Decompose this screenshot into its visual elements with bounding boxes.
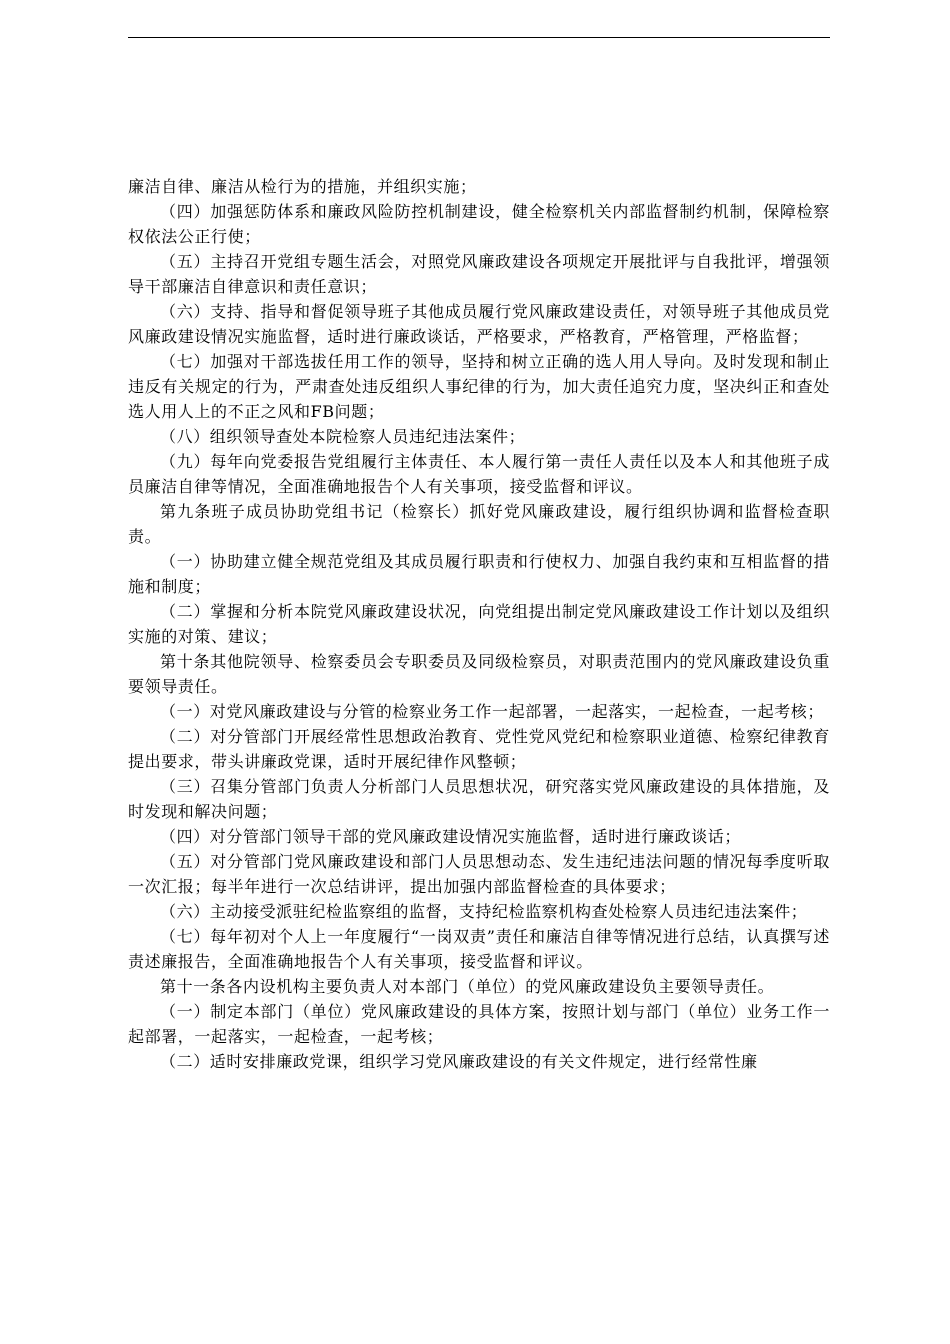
- paragraph: （四）对分管部门领导干部的党风廉政建设情况实施监督，适时进行廉政谈话；: [160, 827, 742, 846]
- paragraph: （一）对党风廉政建设与分管的检察业务工作一起部署，一起落实，一起检查，一起考核；: [160, 702, 825, 721]
- paragraph: （二）对分管部门开展经常性思想政治教育、党性党风党纪和检察职业道德、检察纪律教育提出要求，带头讲廉政党课，适时开展纪律作风整顿；: [128, 727, 830, 771]
- paragraph: （二）适时安排廉政党课，组织学习党风廉政建设的有关文件规定，进行经常性廉: [160, 1052, 758, 1071]
- paragraph: （三）召集分管部门负责人分析部门人员思想状况，研究落实党风廉政建设的具体措施，及时发现和解决问题；: [128, 777, 830, 821]
- paragraph: （七）每年初对个人上一年度履行“一岗双责”责任和廉洁自律等情况进行总结，认真撰写述责述廉报告，全面准确地报告个人有关事项，接受监督和评议。: [128, 927, 830, 971]
- paragraph: （七）加强对干部选拔任用工作的领导，坚持和树立正确的选人用人导向。及时发现和制止违反有关规定的行为，严肃查处违反组织人事纪律的行为，加大责任追究力度，坚决纠正和查处选人用人上的不正之风和FB问题；: [128, 352, 830, 421]
- article-nine-paragraph: 第九条班子成员协助党组书记（检察长）抓好党风廉政建设，履行组织协调和监督检查职责。: [128, 502, 830, 546]
- paragraph: （一）协助建立健全规范党组及其成员履行职责和行使权力、加强自我约束和互相监督的措施和制度；: [128, 552, 830, 596]
- paragraph: （八）组织领导查处本院检察人员违纪违法案件；: [160, 427, 526, 446]
- paragraph: （二）掌握和分析本院党风廉政建设状况，向党组提出制定党风廉政建设工作计划以及组织实施的对策、建议；: [128, 602, 830, 646]
- paragraph: （六）支持、指导和督促领导班子其他成员履行党风廉政建设责任，对领导班子其他成员党风廉政建设情况实施监督，适时进行廉政谈话，严格要求，严格教育，严格管理，严格监督；: [128, 302, 830, 346]
- paragraph: （五）主持召开党组专题生活会，对照党风廉政建设各项规定开展批评与自我批评，增强领导干部廉洁自律意识和责任意识；: [128, 252, 830, 296]
- paragraph: 廉洁自律、廉洁从检行为的措施，并组织实施；: [128, 177, 477, 196]
- paragraph: （九）每年向党委报告党组履行主体责任、本人履行第一责任人责任以及本人和其他班子成员廉洁自律等情况，全面准确地报告个人有关事项，接受监督和评议。: [128, 452, 830, 496]
- paragraph: （六）主动接受派驻纪检监察组的监督，支持纪检监察机构查处检察人员违纪违法案件；: [160, 902, 808, 921]
- paragraph: （五）对分管部门党风廉政建设和部门人员思想动态、发生违纪违法问题的情况每季度听取一次汇报；每半年进行一次总结讲评，提出加强内部监督检查的具体要求；: [128, 852, 830, 896]
- article-ten-paragraph: 第十条其他院领导、检察委员会专职委员及同级检察员，对职责范围内的党风廉政建设负重要领导责任。: [128, 652, 830, 696]
- paragraph: （四）加强惩防体系和廉政风险防控机制建设，健全检察机关内部监督制约机制，保障检察权依法公正行使；: [128, 202, 830, 246]
- paragraph: （一）制定本部门（单位）党风廉政建设的具体方案，按照计划与部门（单位）业务工作一起部署，一起落实，一起检查，一起考核；: [128, 1002, 830, 1046]
- header-rule: [128, 37, 830, 38]
- document-body: [128, 174, 830, 1074]
- article-eleven-paragraph: 第十一条各内设机构主要负责人对本部门（单位）的党风廉政建设负主要领导责任。: [160, 977, 775, 996]
